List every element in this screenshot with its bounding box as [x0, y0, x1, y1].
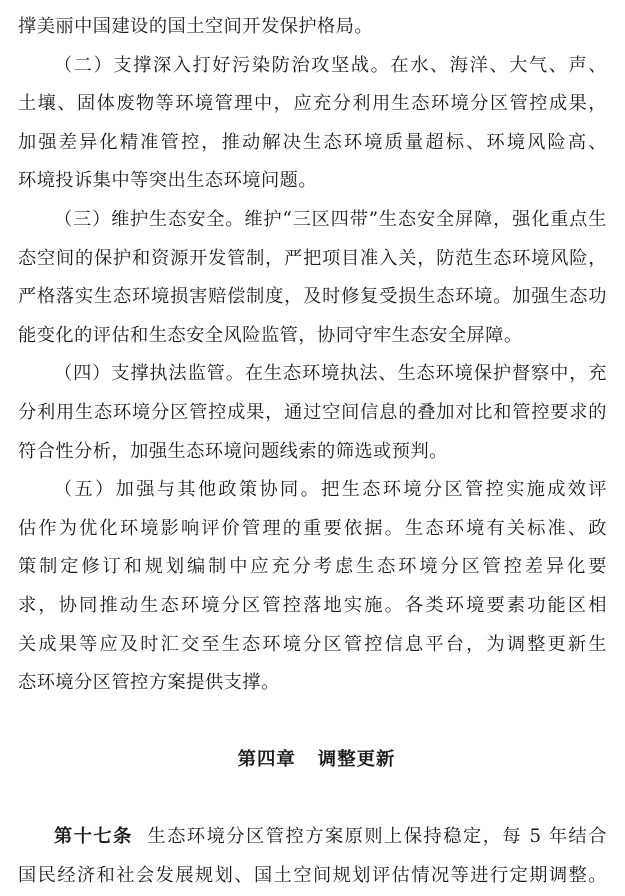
paragraph-line: 土壤、固体废物等环境管理中，应充分利用生态环境分区管控成果， — [18, 93, 607, 115]
article-line — [18, 818, 607, 857]
paragraph-line: 加强差异化精准管控，推动解决生态环境质量超标、环境风险高、 — [18, 131, 607, 153]
paragraph-line: 求，协同推动生态环境分区管控落地实施。各类环境要素功能区相 — [18, 594, 607, 616]
chapter-number: 第四章 — [237, 749, 296, 771]
paragraph-line: 能变化的评估和生态安全风险监管，协同守牢生态安全屏障。 — [18, 324, 523, 346]
paragraph-line: 严格落实生态环境损害赔偿制度，及时修复受损生态环境。加强生态功 — [18, 286, 607, 308]
paragraph-line: （三）维护生态安全。维护“三区四带”生态安全屏障，强化重点生 — [54, 208, 607, 230]
article-line: 国民经济和社会发展规划、国土空间规划评估情况等进行定期调整。 — [18, 865, 607, 887]
paragraph-line: 分利用生态环境分区管控成果，通过空间信息的叠加对比和管控要求的 — [18, 401, 607, 423]
document-page — [18, 8, 607, 896]
paragraph-line: 策制定修订和规划编制中应充分考虑生态环境分区管控差异化要 — [18, 556, 607, 578]
article-label: 第十七条 — [54, 826, 133, 848]
paragraph-line: （二）支撑深入打好污染防治攻坚战。在水、海洋、大气、声、 — [54, 54, 607, 76]
paragraph-line: 撑美丽中国建设的国土空间开发保护格局。 — [18, 16, 374, 37]
spacer — [18, 780, 607, 819]
spacer — [18, 703, 607, 742]
paragraph-line: （四）支撑执法监管。在生态环境执法、生态环境保护督察中，充 — [54, 363, 607, 385]
paragraph-line: 环境投诉集中等突出生态环境问题。 — [18, 170, 318, 192]
paragraph-line: 态空间的保护和资源开发管制，严把项目准入关，防范生态环境风险， — [18, 247, 607, 269]
paragraph-line: 符合性分析，加强生态环境问题线索的筛选或预判。 — [18, 440, 448, 462]
chapter-heading — [18, 741, 607, 780]
article-text: 生态环境分区管控方案原则上保持稳定，每 5 年结合 — [147, 826, 607, 848]
paragraph-line: 态环境分区管控方案提供支撑。 — [18, 672, 280, 694]
paragraph-line: （五）加强与其他政策协同。把生态环境分区管控实施成效评 — [54, 479, 607, 501]
paragraph-line: 估作为优化环境影响评价管理的重要依据。生态环境有关标准、政 — [18, 517, 607, 539]
chapter-title: 调整更新 — [317, 749, 396, 771]
paragraph-line: 关成果等应及时汇交至生态环境分区管控信息平台，为调整更新生 — [18, 633, 607, 655]
